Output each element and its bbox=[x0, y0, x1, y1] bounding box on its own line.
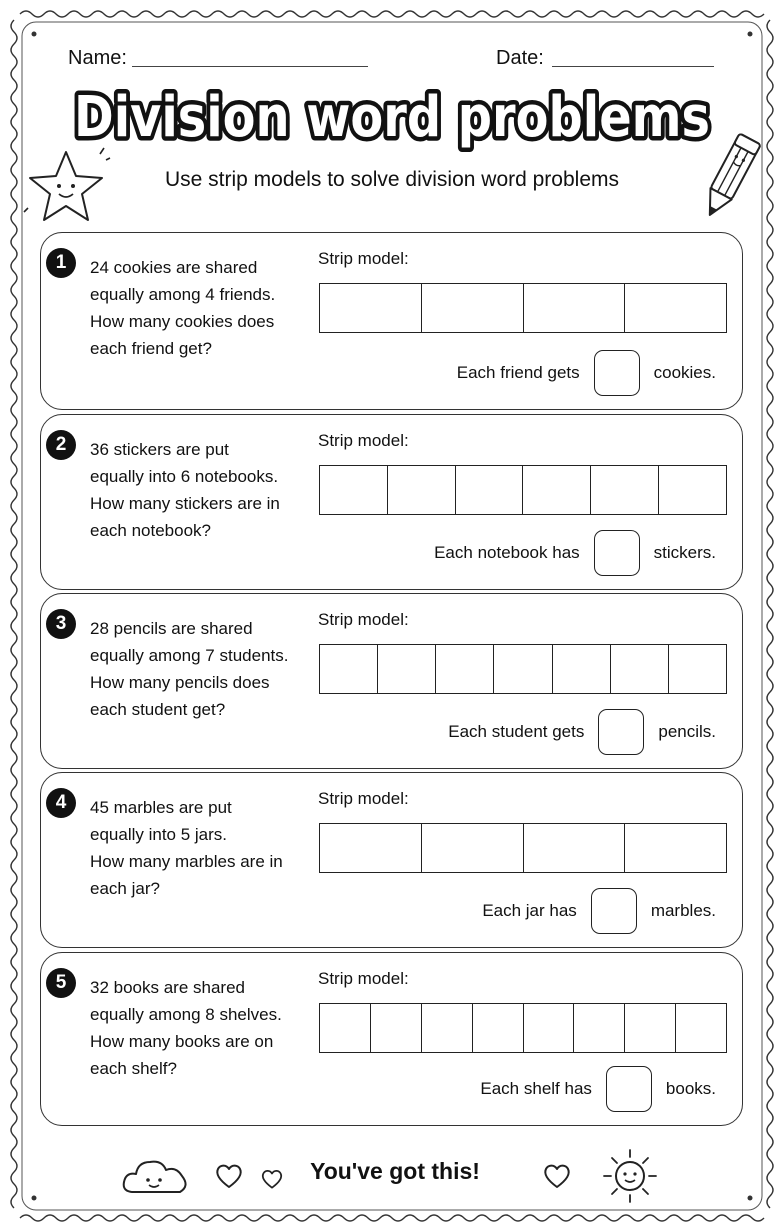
strip-segment[interactable] bbox=[659, 466, 726, 514]
strip-segment[interactable] bbox=[591, 466, 659, 514]
strip-segment[interactable] bbox=[524, 824, 626, 872]
strip-segment[interactable] bbox=[625, 284, 726, 332]
answer-row bbox=[448, 708, 716, 756]
strip-segment[interactable] bbox=[320, 645, 378, 693]
answer-prefix: Each jar has bbox=[482, 901, 577, 920]
strip-segment[interactable] bbox=[436, 645, 494, 693]
strip-segment[interactable] bbox=[523, 466, 591, 514]
problem-question-line: 36 stickers are put bbox=[90, 440, 229, 459]
problem-number-badge: 3 bbox=[46, 609, 76, 639]
answer-row bbox=[482, 887, 716, 935]
strip-model-label: Strip model: bbox=[318, 249, 409, 268]
problem-question bbox=[90, 615, 310, 723]
answer-box[interactable] bbox=[591, 888, 637, 934]
problem-card bbox=[40, 772, 743, 948]
answer-prefix: Each friend gets bbox=[456, 363, 580, 382]
problem-card bbox=[40, 232, 743, 410]
problem-question-line: each student get? bbox=[90, 700, 226, 719]
strip-segment[interactable] bbox=[320, 284, 422, 332]
cloud-icon bbox=[120, 1152, 190, 1200]
answer-row bbox=[480, 1065, 716, 1113]
strip-segment[interactable] bbox=[611, 645, 669, 693]
strip-segment[interactable] bbox=[524, 1004, 575, 1052]
strip-model[interactable] bbox=[319, 644, 727, 694]
name-blank-line[interactable] bbox=[132, 66, 368, 67]
strip-model[interactable] bbox=[319, 1003, 727, 1053]
problem-question-line: 28 pencils are shared bbox=[90, 619, 253, 638]
problem-number-badge: 5 bbox=[46, 968, 76, 998]
problem-question-line: 32 books are shared bbox=[90, 978, 245, 997]
problem-question bbox=[90, 794, 310, 902]
strip-segment[interactable] bbox=[473, 1004, 524, 1052]
strip-segment[interactable] bbox=[625, 1004, 676, 1052]
answer-suffix: pencils. bbox=[658, 722, 716, 741]
answer-suffix: cookies. bbox=[653, 363, 716, 382]
strip-segment[interactable] bbox=[320, 1004, 371, 1052]
strip-segment[interactable] bbox=[320, 466, 388, 514]
strip-segment[interactable] bbox=[494, 645, 552, 693]
strip-segment[interactable] bbox=[422, 824, 524, 872]
answer-row bbox=[434, 529, 716, 577]
heart-icon bbox=[542, 1162, 572, 1190]
problem-question-line: How many stickers are in bbox=[90, 494, 280, 513]
strip-segment[interactable] bbox=[371, 1004, 422, 1052]
page-title bbox=[60, 74, 724, 164]
answer-box[interactable] bbox=[606, 1066, 652, 1112]
strip-segment[interactable] bbox=[574, 1004, 625, 1052]
answer-prefix: Each shelf has bbox=[480, 1079, 592, 1098]
strip-model-label: Strip model: bbox=[318, 969, 409, 988]
strip-segment[interactable] bbox=[388, 466, 456, 514]
problem-question-line: How many pencils does bbox=[90, 673, 270, 692]
date-blank-line[interactable] bbox=[552, 66, 714, 67]
subtitle: Use strip models to solve division word problems bbox=[164, 168, 619, 191]
problem-question-line: equally among 8 shelves. bbox=[90, 1005, 282, 1024]
answer-suffix: marbles. bbox=[650, 901, 716, 920]
problem-question-line: each friend get? bbox=[90, 339, 212, 358]
strip-segment[interactable] bbox=[456, 466, 524, 514]
problem-question-line: How many marbles are in bbox=[90, 852, 283, 871]
strip-segment[interactable] bbox=[553, 645, 611, 693]
strip-segment[interactable] bbox=[378, 645, 436, 693]
problem-number-badge: 4 bbox=[46, 788, 76, 818]
answer-prefix: Each student gets bbox=[448, 722, 585, 741]
problem-question bbox=[90, 974, 310, 1082]
answer-prefix: Each notebook has bbox=[434, 543, 580, 562]
problem-question-line: each shelf? bbox=[90, 1059, 177, 1078]
problem-question-line: equally among 7 students. bbox=[90, 646, 289, 665]
strip-segment[interactable] bbox=[422, 284, 524, 332]
date-label: Date: bbox=[496, 47, 544, 69]
answer-box[interactable] bbox=[594, 350, 640, 396]
problem-question-line: equally into 5 jars. bbox=[90, 825, 228, 844]
heart-icon bbox=[260, 1168, 284, 1190]
problem-number-badge: 1 bbox=[46, 248, 76, 278]
problem-card bbox=[40, 952, 743, 1126]
problem-card bbox=[40, 593, 743, 769]
strip-model[interactable] bbox=[319, 465, 727, 515]
answer-suffix: books. bbox=[665, 1079, 716, 1098]
strip-model-label: Strip model: bbox=[318, 789, 409, 808]
sun-icon bbox=[600, 1146, 660, 1206]
problem-question-line: equally into 6 notebooks. bbox=[90, 467, 279, 486]
problem-question-line: each notebook? bbox=[90, 521, 211, 540]
problem-card bbox=[40, 414, 743, 590]
problem-number-badge: 2 bbox=[46, 430, 76, 460]
problem-question bbox=[90, 436, 310, 544]
problem-question-line: 45 marbles are put bbox=[90, 798, 232, 817]
problem-question-line: 24 cookies are shared bbox=[90, 258, 258, 277]
answer-box[interactable] bbox=[598, 709, 644, 755]
problem-question-line: How many cookies does bbox=[90, 312, 275, 331]
strip-segment[interactable] bbox=[669, 645, 726, 693]
encouragement-message: You've got this! bbox=[310, 1158, 480, 1184]
strip-segment[interactable] bbox=[422, 1004, 473, 1052]
answer-suffix: stickers. bbox=[653, 543, 716, 562]
problem-question-line: equally among 4 friends. bbox=[90, 285, 276, 304]
strip-model[interactable] bbox=[319, 283, 727, 333]
problem-question-line: each jar? bbox=[90, 879, 160, 898]
problem-question bbox=[90, 254, 310, 362]
strip-model-label: Strip model: bbox=[318, 610, 409, 629]
answer-box[interactable] bbox=[594, 530, 640, 576]
strip-model-label: Strip model: bbox=[318, 431, 409, 450]
answer-row bbox=[457, 349, 716, 397]
name-label: Name: bbox=[68, 47, 127, 69]
strip-segment[interactable] bbox=[524, 284, 626, 332]
strip-segment[interactable] bbox=[625, 824, 726, 872]
page-title-text: Division word problems bbox=[74, 85, 710, 150]
strip-segment[interactable] bbox=[320, 824, 422, 872]
heart-icon bbox=[214, 1162, 244, 1190]
strip-model[interactable] bbox=[319, 823, 727, 873]
problem-question-line: How many books are on bbox=[90, 1032, 274, 1051]
strip-segment[interactable] bbox=[676, 1004, 726, 1052]
